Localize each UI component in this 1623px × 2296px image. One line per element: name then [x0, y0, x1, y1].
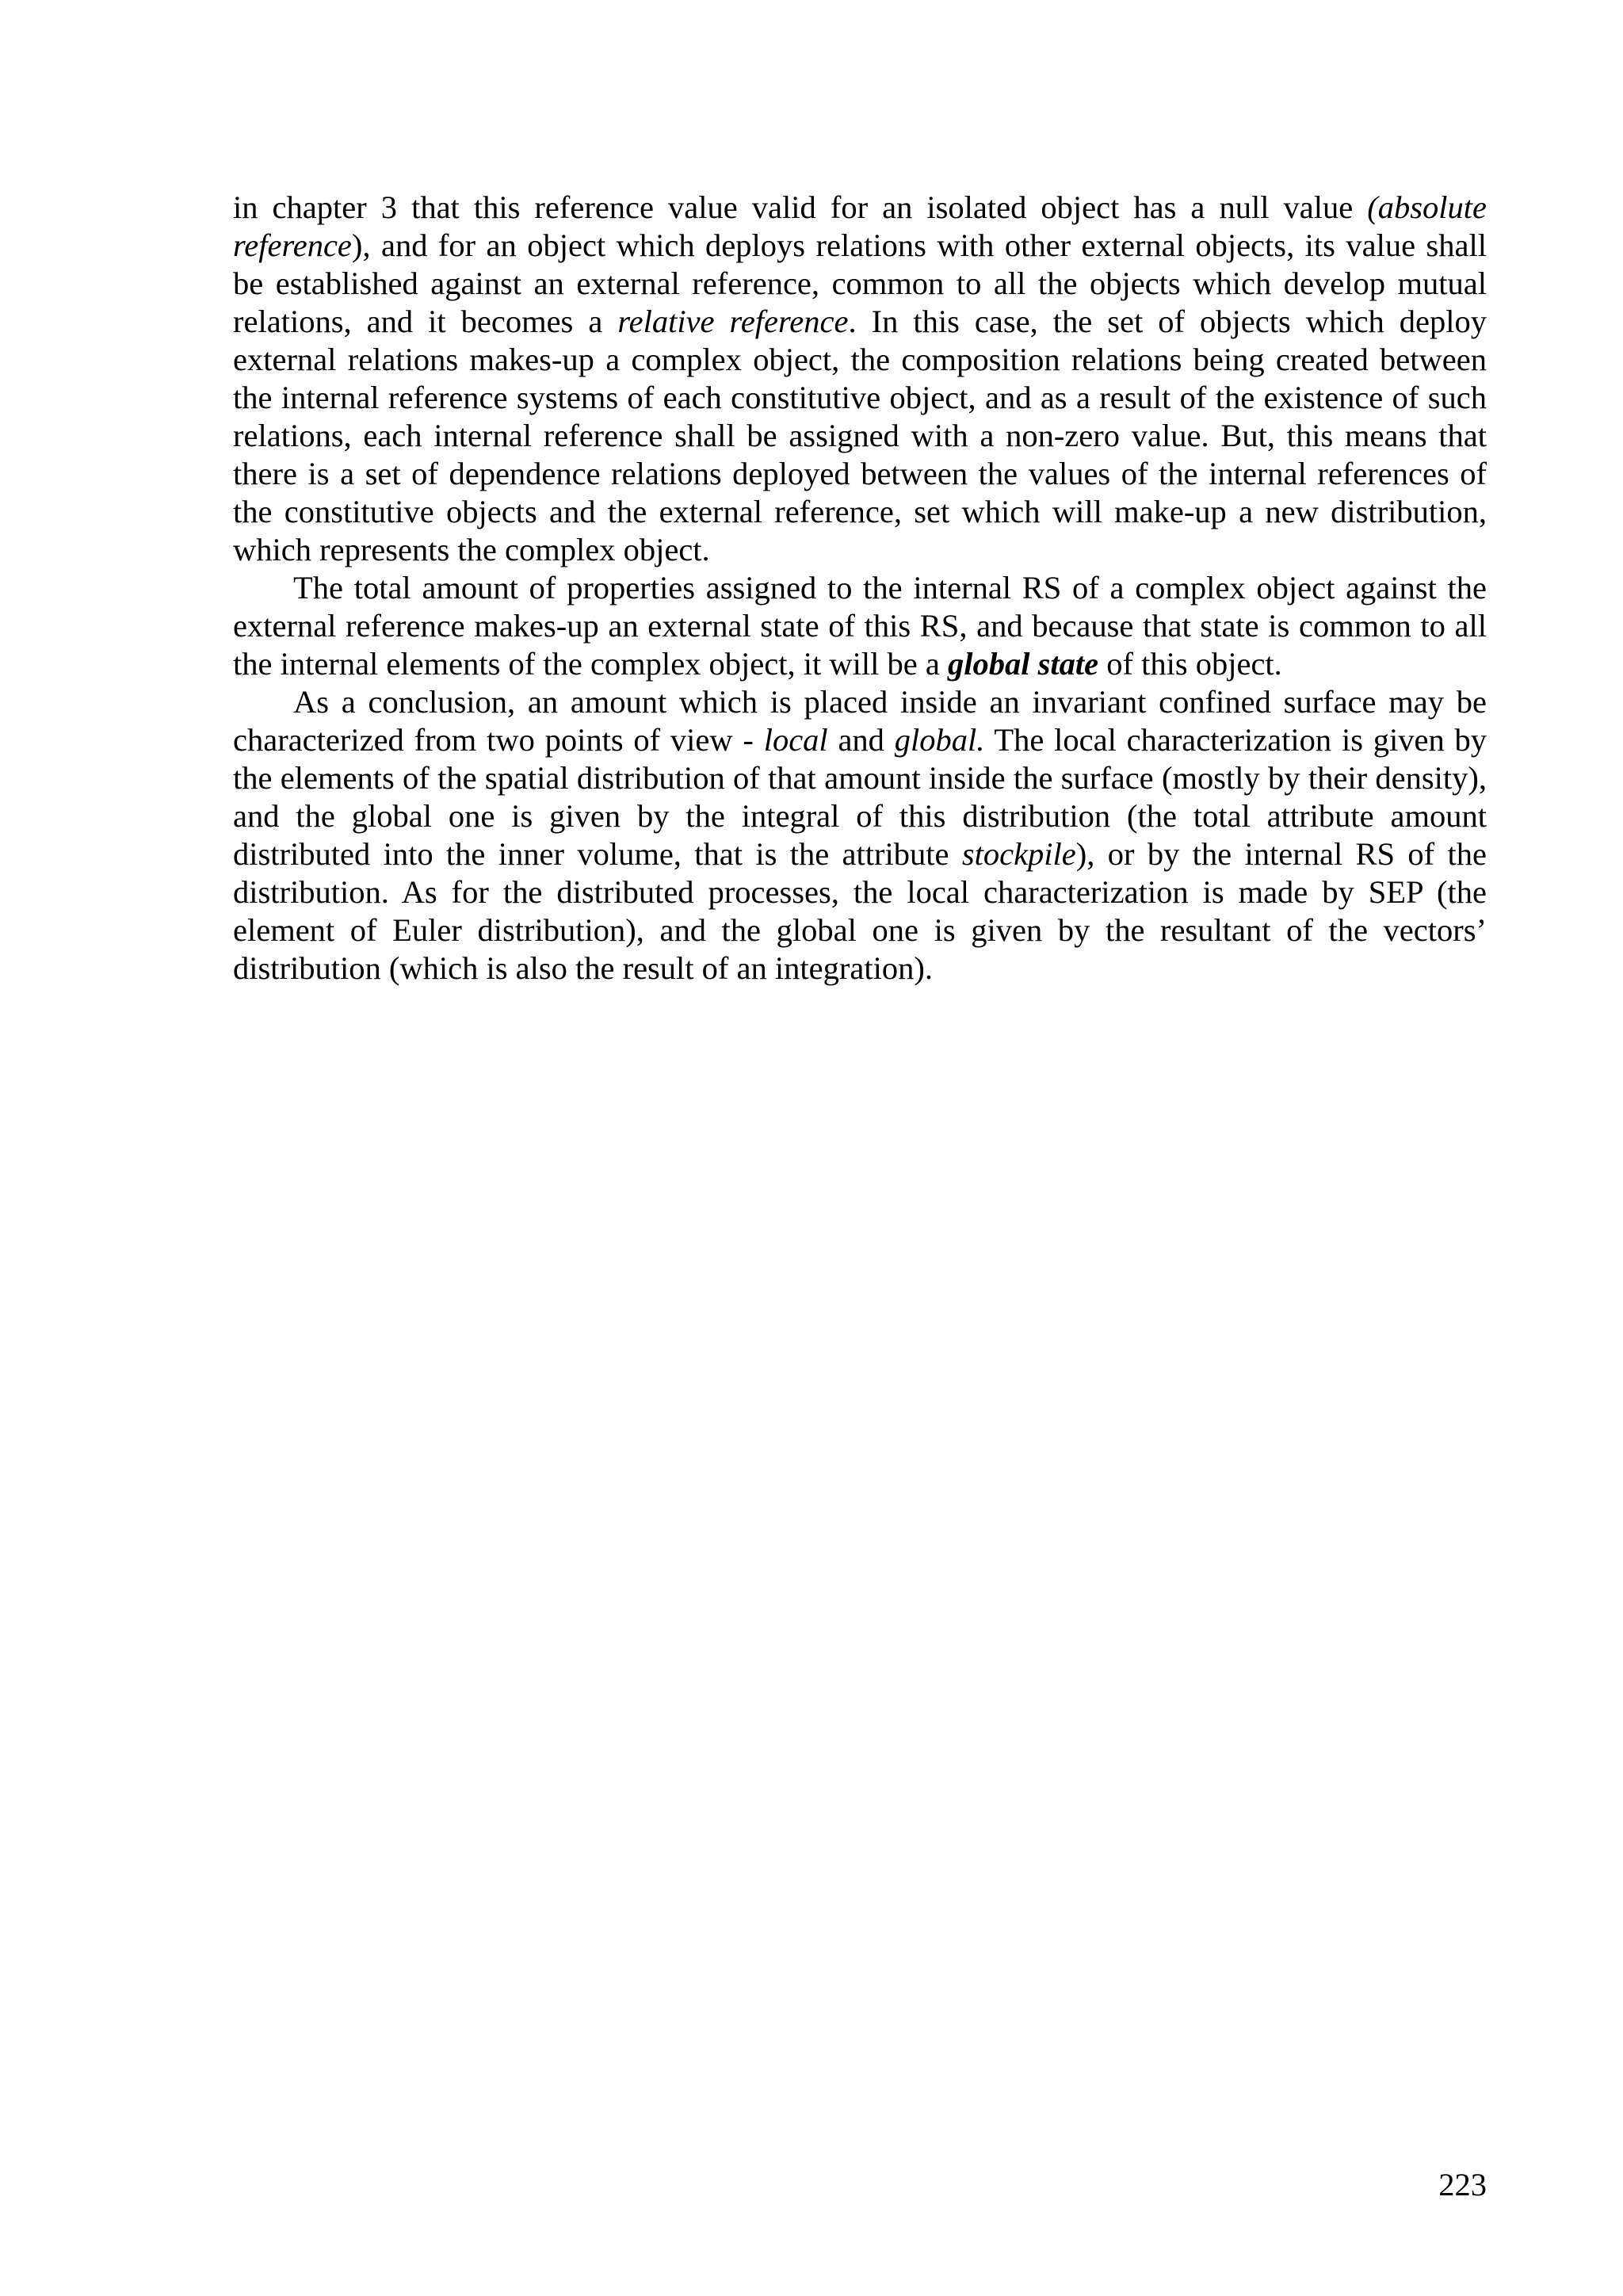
paragraph-3-segment: As a conclusion, an amount which is placed inside an invariant confined surface may be characterized from two points of view -: [233, 684, 1487, 758]
paragraph-2: [233, 569, 1487, 683]
page-number: 223: [1438, 2167, 1487, 2202]
paragraph-3-segment: and: [827, 722, 895, 758]
paragraph-3-segment: ), or by the internal RS of the distribution. As for the distributed processes, the local characterization is made by SEP (the element of Euler distribution), and the global one is given by the resultant of the vectors’ distribution (which is also the result of an integration).: [233, 836, 1487, 986]
paragraph-3-segment: local: [763, 722, 828, 758]
paragraph-3: [233, 683, 1487, 988]
paragraph-3-segment: global.: [894, 722, 985, 758]
paragraph-2-emphasis: global state: [947, 646, 1099, 682]
paragraph-3-segment: The local characterization is given by the elements of the spatial distribution of that amount inside the surface (mostly by their density), and the global one is given by the integral of this distribution (the total attribute amount distributed into the inner volume, that is the attribute: [233, 722, 1487, 872]
paragraph-1-segment: (absolute reference: [233, 189, 1487, 263]
paragraph-1: [233, 189, 1487, 569]
paragraph-2-segment: The total amount of properties assigned to the internal RS of a complex object against the external reference makes-up an external state of this RS, and because that state is common to all the internal elements of the complex object, it will be a: [233, 570, 1487, 682]
paragraph-1-segment: relative reference: [617, 304, 849, 339]
paragraph-2-segment: of this object.: [1098, 646, 1282, 682]
paragraph-1-segment: . In this case, the set of objects which deploy external relations makes-up a complex object, the composition relations being created between the internal reference systems of each constitutive object, and as a result of the existence of such relations, each internal reference shall be assigned with a non-zero value. But, this means that there is a set of dependence relations deployed between the values of the internal references of the constitutive objects and the external reference, set which will make-up a new distribution, which represents the complex object.: [233, 304, 1487, 567]
body-text: [233, 189, 1487, 988]
paragraph-1-segment: in chapter 3 that this reference value valid for an isolated object has a null value: [233, 189, 1368, 225]
paragraph-3-segment: stockpile: [961, 836, 1076, 872]
paragraph-1-segment: ), and for an object which deploys relations with other external objects, its value shall be established against an external reference, common to all the objects which develop mutual relations, and it becomes a: [233, 227, 1487, 339]
